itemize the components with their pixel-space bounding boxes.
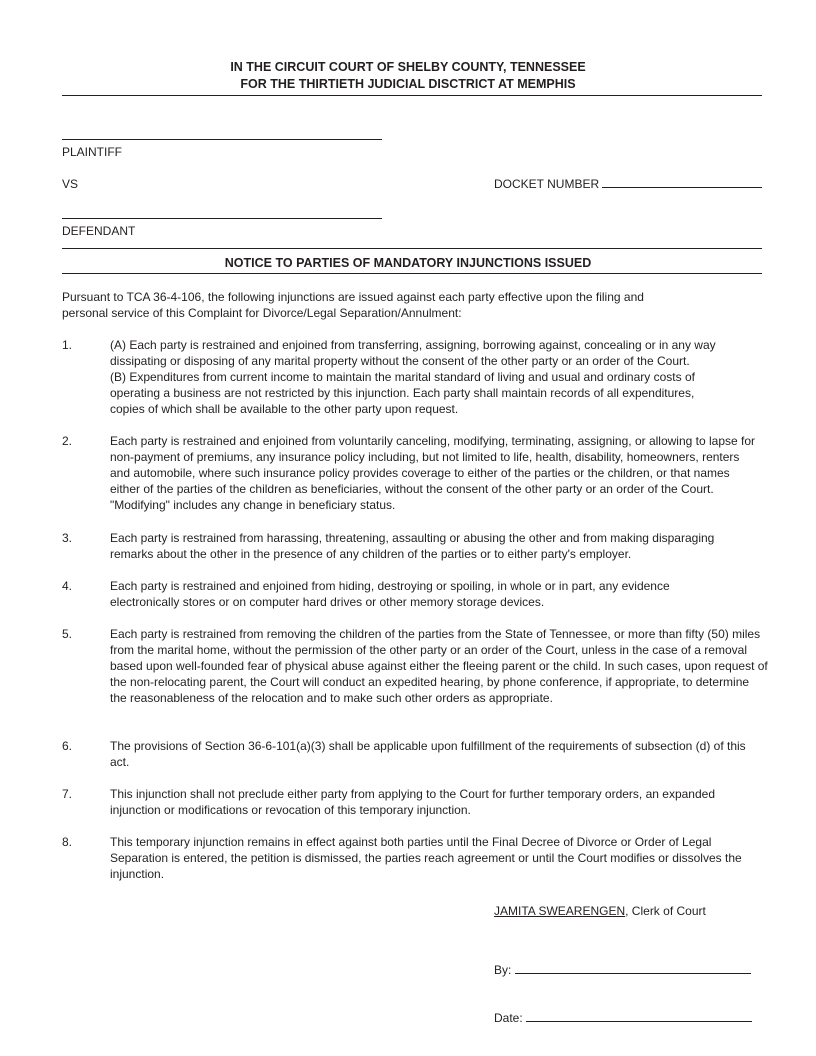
clerk-name: JAMITA SWEARENGEN [494, 904, 626, 918]
item-text: This injunction shall not preclude either party from applying to the Court for further temporary orders, an expanded injunction or modifications or revocation of this temporary injunction. [110, 787, 715, 817]
item-number: 2. [62, 434, 73, 448]
defendant-line[interactable] [62, 218, 382, 219]
district-name: FOR THE THIRTIETH JUDICIAL DISCTRICT AT MEMPHIS [240, 77, 576, 91]
vs-label: VS [62, 177, 79, 191]
date-blank[interactable] [526, 1021, 752, 1022]
intro-paragraph: Pursuant to TCA 36-4-106, the following injunctions are issued against each party effective upon the filing and personal service of this Complaint for Divorce/Legal Separation/Annulment: [62, 290, 644, 320]
docket-label: DOCKET NUMBER [494, 177, 600, 191]
item-text-a: (A) Each party is restrained and enjoined from transferring, assigning, borrowing against, concealing or in any way dissipating or disposing of any marital property without the consent of the other party or an order of the Court. [110, 338, 716, 368]
by-field [494, 963, 751, 977]
plaintiff-line[interactable] [62, 139, 382, 140]
docket-field [494, 177, 762, 191]
by-label: By: [494, 963, 512, 977]
court-name: IN THE CIRCUIT COURT OF SHELBY COUNTY, TENNESSEE [230, 60, 586, 74]
item-number: 5. [62, 627, 73, 641]
clerk-title: , Clerk of Court [625, 904, 706, 918]
date-field [494, 1011, 752, 1025]
item-text: Each party is restrained and enjoined from voluntarily canceling, modifying, terminating, assigning, or allowing to lapse for non-payment of premiums, any insurance policy including, but not limited to life, health, disability, homeowners, renters and automobile, where such insurance policy provides coverage to either of the parties or the children, or that names either of the parties of the children as beneficiaries, without the consent of the other party or an order of the Court. "Modifying" includes any change in beneficiary status. [110, 434, 756, 512]
item-number: 7. [62, 787, 73, 801]
plaintiff-label: PLAINTIFF [62, 145, 123, 159]
clerk-line [494, 904, 706, 918]
item-text-b: (B) Expenditures from current income to maintain the marital standard of living and usual and ordinary costs of operating a business are not restricted by this injunction. Each party shall maintain records of all expenditures, copies of which shall be available to the other party upon request. [110, 370, 695, 416]
by-signature-blank[interactable] [515, 973, 751, 974]
item-number: 4. [62, 579, 73, 593]
docket-number-blank[interactable] [602, 187, 762, 188]
item-text: The provisions of Section 36-6-101(a)(3) shall be applicable upon fulfillment of the requirements of subsection (d) of this act. [110, 739, 746, 769]
item-text: This temporary injunction remains in effect against both parties until the Final Decree of Divorce or Order of Legal Separation is entered, the petition is dismissed, the parties reach agreement or until the Court modifies or dissolves the injunction. [110, 835, 742, 881]
item-number: 3. [62, 531, 73, 545]
title-top-rule [62, 248, 762, 249]
item-text: Each party is restrained from removing the children of the parties from the State of Tennessee, or more than fifty (50) miles from the marital home, without the permission of the other party or an order of the Court, unless in the case of a removal based upon well-founded fear of physical abuse against either the fleeing parent or the child. In such cases, upon request of the non-relocating parent, the Court will conduct an expedited hearing, by phone conference, if appropriate, to determine the reasonableness of the relocation and to make such other orders as appropriate. [110, 627, 768, 705]
item-number: 6. [62, 739, 73, 753]
item-text: Each party is restrained and enjoined from hiding, destroying or spoiling, in whole or in part, any evidence electronically stores or on computer hard drives or other memory storage devices. [110, 579, 670, 609]
notice-title: NOTICE TO PARTIES OF MANDATORY INJUNCTIONS ISSUED [224, 256, 592, 270]
header-rule [62, 95, 762, 96]
item-text: Each party is restrained from harassing, threatening, assaulting or abusing the other and from making disparaging remarks about the other in the presence of any children of the parties or to either party's employer. [110, 531, 715, 561]
item-number: 8. [62, 835, 73, 849]
defendant-label: DEFENDANT [62, 224, 136, 238]
date-label: Date: [494, 1011, 523, 1025]
item-number: 1. [62, 338, 73, 352]
title-bottom-rule [62, 273, 762, 274]
